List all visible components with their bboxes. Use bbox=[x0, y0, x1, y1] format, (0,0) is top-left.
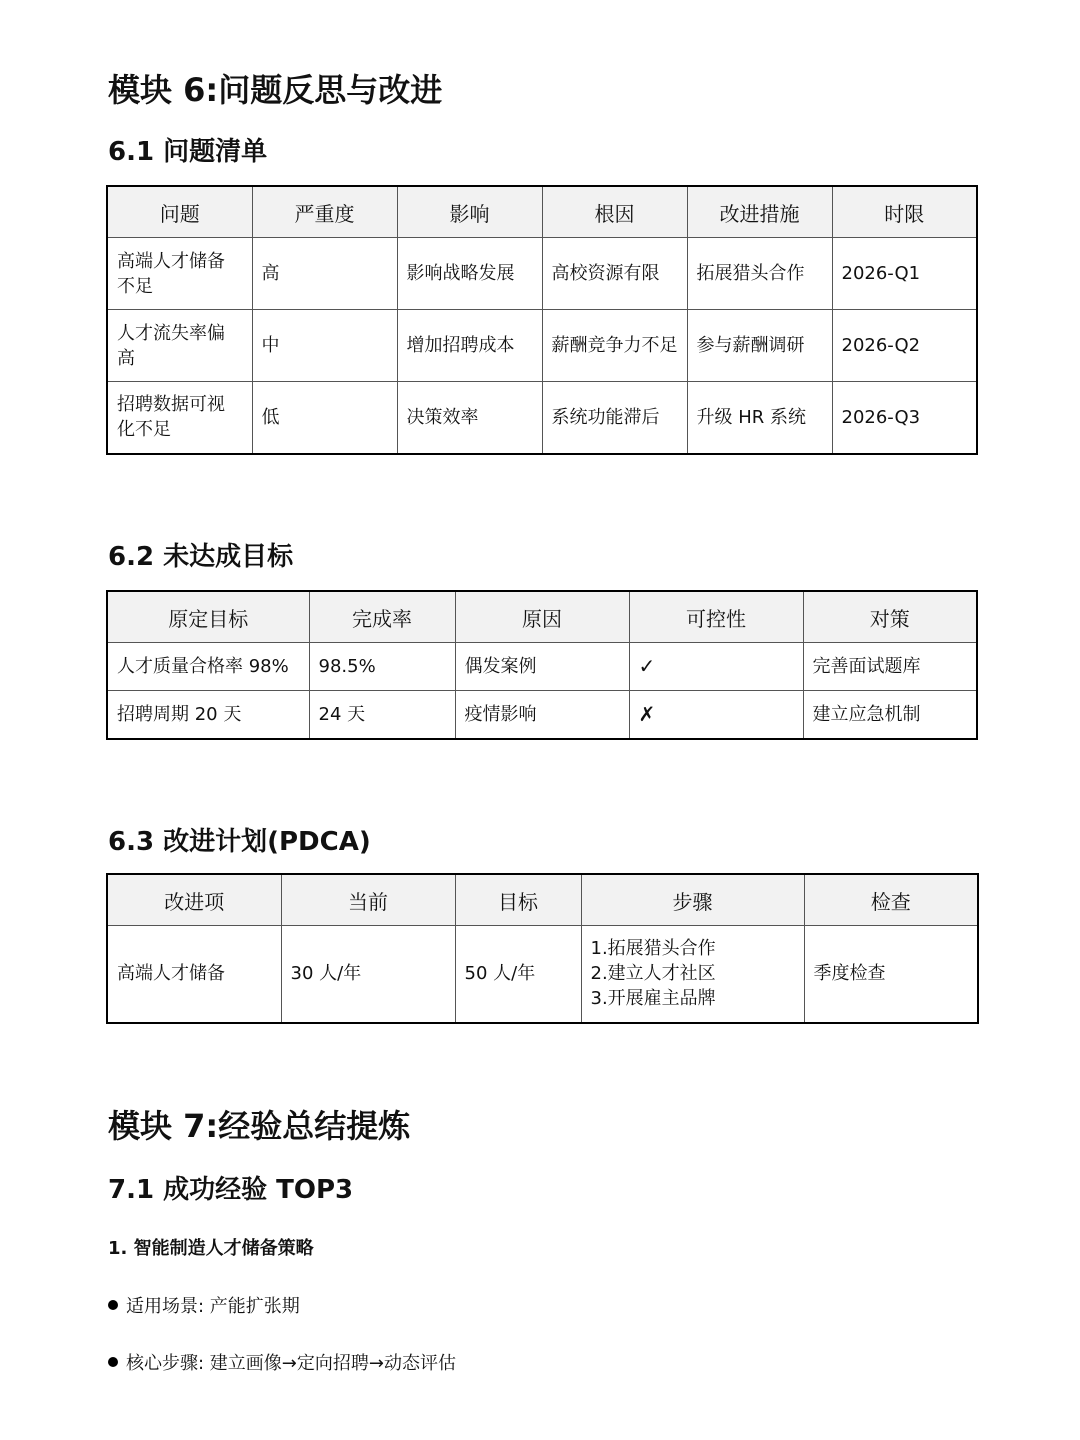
cell-severity: 低 bbox=[252, 382, 397, 454]
bullet-text: 适用场景: 产能扩张期 bbox=[126, 1296, 300, 1317]
module6-title: 模块 6:问题反思与改进 bbox=[108, 71, 443, 109]
col-header-deadline: 时限 bbox=[832, 186, 977, 238]
cell-deadline: 2026-Q1 bbox=[832, 238, 977, 310]
module7-title: 模块 7:经验总结提炼 bbox=[108, 1107, 411, 1145]
cell-deadline: 2026-Q2 bbox=[832, 310, 977, 382]
col-header-steps: 步骤 bbox=[581, 874, 804, 926]
cell-root-cause: 薪酬竞争力不足 bbox=[542, 310, 687, 382]
table-header-row bbox=[107, 874, 978, 926]
cell-current: 30 人/年 bbox=[281, 926, 455, 1023]
bullet-item bbox=[108, 1294, 300, 1320]
table-row bbox=[107, 310, 977, 382]
table-header-row bbox=[107, 591, 977, 643]
col-header-target: 目标 bbox=[455, 874, 581, 926]
cell-root-cause: 高校资源有限 bbox=[542, 238, 687, 310]
cell-root-cause: 系统功能滞后 bbox=[542, 382, 687, 454]
unmet-goals-table bbox=[106, 590, 978, 740]
cell-improvement-item: 高端人才储备 bbox=[107, 926, 281, 1023]
table-header-row bbox=[107, 186, 977, 238]
cell-target: 50 人/年 bbox=[455, 926, 581, 1023]
cell-impact: 影响战略发展 bbox=[397, 238, 542, 310]
cell-check: 季度检查 bbox=[804, 926, 978, 1023]
cell-reason: 疫情影响 bbox=[455, 691, 629, 739]
cell-completion: 24 天 bbox=[309, 691, 455, 739]
cell-problem: 人才流失率偏高 bbox=[107, 310, 252, 382]
cell-countermeasure: 完善面试题库 bbox=[803, 643, 977, 691]
problem-list-table bbox=[106, 185, 978, 455]
section-7-1-title: 7.1 成功经验 TOP3 bbox=[108, 1175, 354, 1205]
table-row bbox=[107, 926, 978, 1023]
cell-reason: 偶发案例 bbox=[455, 643, 629, 691]
table-row bbox=[107, 382, 977, 454]
cell-severity: 高 bbox=[252, 238, 397, 310]
cell-impact: 决策效率 bbox=[397, 382, 542, 454]
bullet-icon bbox=[108, 1357, 118, 1367]
step-item: 3.开展雇主品牌 bbox=[590, 988, 716, 1010]
cell-original-goal: 人才质量合格率 98% bbox=[107, 643, 309, 691]
col-header-severity: 严重度 bbox=[252, 186, 397, 238]
step-item: 1.拓展猎头合作 bbox=[590, 938, 716, 960]
cell-measure: 升级 HR 系统 bbox=[687, 382, 832, 454]
check-mark-icon: ✓ bbox=[629, 643, 803, 691]
col-header-problem: 问题 bbox=[107, 186, 252, 238]
cell-completion: 98.5% bbox=[309, 643, 455, 691]
table-row bbox=[107, 643, 977, 691]
section-6-1-title: 6.1 问题清单 bbox=[108, 137, 268, 167]
col-header-impact: 影响 bbox=[397, 186, 542, 238]
cell-impact: 增加招聘成本 bbox=[397, 310, 542, 382]
step-item: 2.建立人才社区 bbox=[590, 963, 716, 985]
col-header-completion: 完成率 bbox=[309, 591, 455, 643]
experience-item-1: 1. 智能制造人才储备策略 bbox=[108, 1238, 314, 1259]
table-row bbox=[107, 691, 977, 739]
cell-deadline: 2026-Q3 bbox=[832, 382, 977, 454]
section-6-3-title: 6.3 改进计划(PDCA) bbox=[108, 827, 371, 857]
cell-measure: 参与薪酬调研 bbox=[687, 310, 832, 382]
cell-original-goal: 招聘周期 20 天 bbox=[107, 691, 309, 739]
cell-steps bbox=[581, 926, 804, 1023]
col-header-check: 检查 bbox=[804, 874, 978, 926]
col-header-measure: 改进措施 bbox=[687, 186, 832, 238]
cell-problem: 招聘数据可视化不足 bbox=[107, 382, 252, 454]
cell-measure: 拓展猎头合作 bbox=[687, 238, 832, 310]
cell-severity: 中 bbox=[252, 310, 397, 382]
cross-mark-icon: ✗ bbox=[629, 691, 803, 739]
bullet-icon bbox=[108, 1300, 118, 1310]
cell-problem: 高端人才储备不足 bbox=[107, 238, 252, 310]
col-header-root-cause: 根因 bbox=[542, 186, 687, 238]
table-row bbox=[107, 238, 977, 310]
col-header-current: 当前 bbox=[281, 874, 455, 926]
section-6-2-title: 6.2 未达成目标 bbox=[108, 542, 294, 572]
bullet-item bbox=[108, 1351, 456, 1377]
col-header-improvement-item: 改进项 bbox=[107, 874, 281, 926]
bullet-text: 核心步骤: 建立画像→定向招聘→动态评估 bbox=[126, 1353, 456, 1374]
col-header-controllability: 可控性 bbox=[629, 591, 803, 643]
col-header-reason: 原因 bbox=[455, 591, 629, 643]
cell-countermeasure: 建立应急机制 bbox=[803, 691, 977, 739]
pdca-plan-table bbox=[106, 873, 979, 1024]
col-header-countermeasure: 对策 bbox=[803, 591, 977, 643]
col-header-original-goal: 原定目标 bbox=[107, 591, 309, 643]
